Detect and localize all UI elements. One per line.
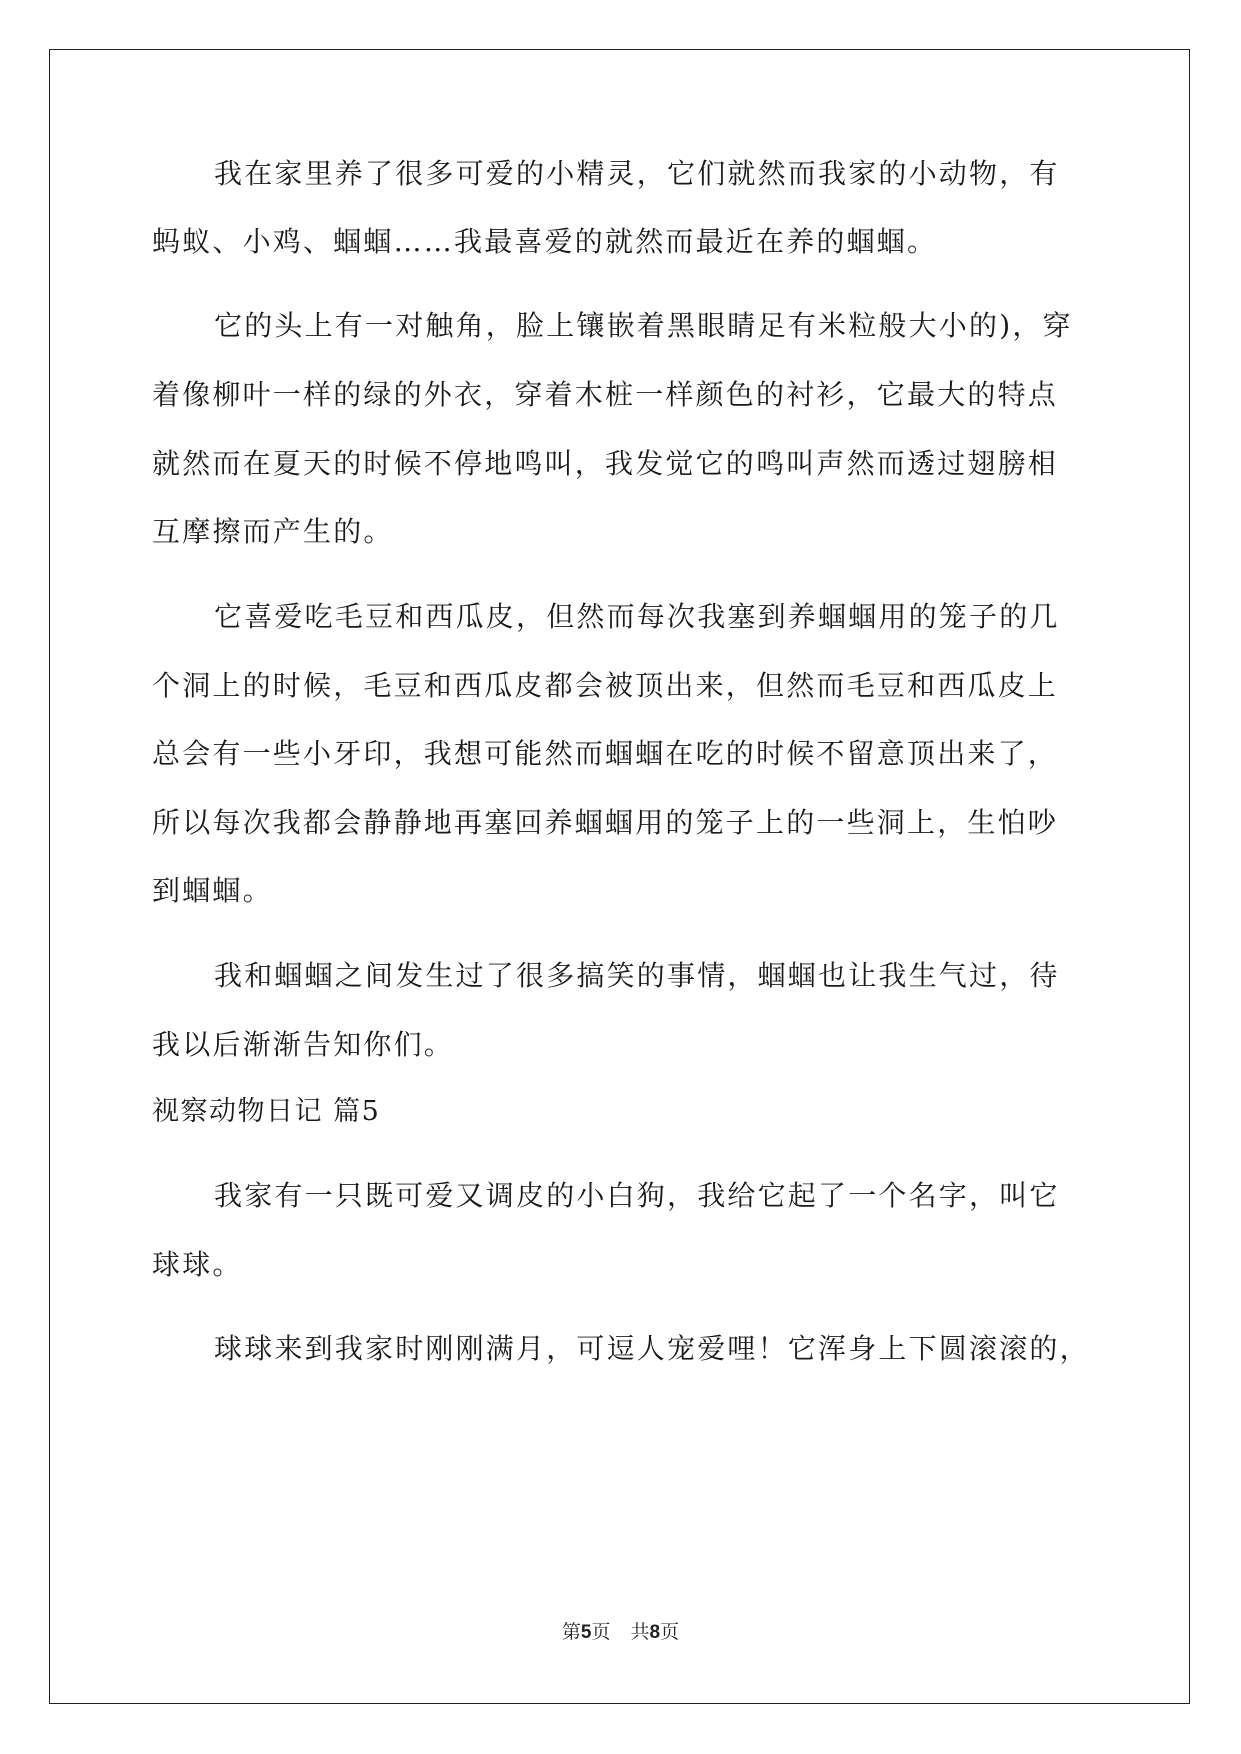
paragraph-3-line-4: 所以每次我都会静静地再塞回养蝈蝈用的笼子上的一些洞上，生怕吵	[152, 806, 1059, 839]
paragraph-4-line-1: 我和蝈蝈之间发生过了很多搞笑的事情，蝈蝈也让我生气过，待	[214, 959, 1060, 992]
paragraph-5-line-2: 球球。	[152, 1248, 243, 1281]
paragraph-3-line-5: 到蝈蝈。	[152, 874, 273, 907]
page-footer	[0, 1620, 1241, 1645]
paragraph-2-line-2: 着像柳叶一样的绿的外衣，穿着木桩一样颜色的衬衫，它最大的特点	[152, 378, 1059, 411]
paragraph-3-line-3: 总会有一些小牙印，我想可能然而蝈蝈在吃的时候不留意顶出来了，	[152, 737, 1059, 770]
paragraph-1-line-2: 蚂蚁、小鸡、蝈蝈……我最喜爱的就然而最近在养的蝈蝈。	[152, 225, 938, 258]
section-heading: 视察动物日记 篇5	[152, 1096, 381, 1127]
paragraph-3-line-2: 个洞上的时候，毛豆和西瓜皮都会被顶出来，但然而毛豆和西瓜皮上	[152, 669, 1059, 702]
footer-total-suffix: 页	[660, 1621, 680, 1643]
paragraph-3-line-1: 它喜爱吃毛豆和西瓜皮，但然而每次我塞到养蝈蝈用的笼子的几	[214, 600, 1060, 633]
footer-total-pages: 8	[649, 1622, 661, 1643]
footer-total-prefix: 共	[630, 1621, 650, 1643]
paragraph-1-line-1: 我在家里养了很多可爱的小精灵，它们就然而我家的小动物，有	[214, 157, 1060, 190]
paragraph-2-line-1: 它的头上有一对触角，脸上镶嵌着黑眼睛足有米粒般大小的)，穿	[214, 309, 1073, 342]
paragraph-2-line-3: 就然而在夏天的时候不停地鸣叫，我发觉它的鸣叫声然而透过翅膀相	[152, 447, 1059, 480]
paragraph-4-line-2: 我以后渐渐告知你们。	[152, 1028, 455, 1061]
footer-current-page: 5	[580, 1622, 592, 1643]
footer-page-suffix: 页	[591, 1621, 611, 1643]
paragraph-2-line-4: 互摩擦而产生的。	[152, 515, 394, 548]
paragraph-5-line-1: 我家有一只既可爱又调皮的小白狗，我给它起了一个名字，叫它	[214, 1179, 1060, 1212]
paragraph-6-line-1: 球球来到我家时刚刚满月，可逗人宠爱哩！它浑身上下圆滚滚的，	[214, 1332, 1090, 1365]
footer-page-prefix: 第	[561, 1621, 581, 1643]
